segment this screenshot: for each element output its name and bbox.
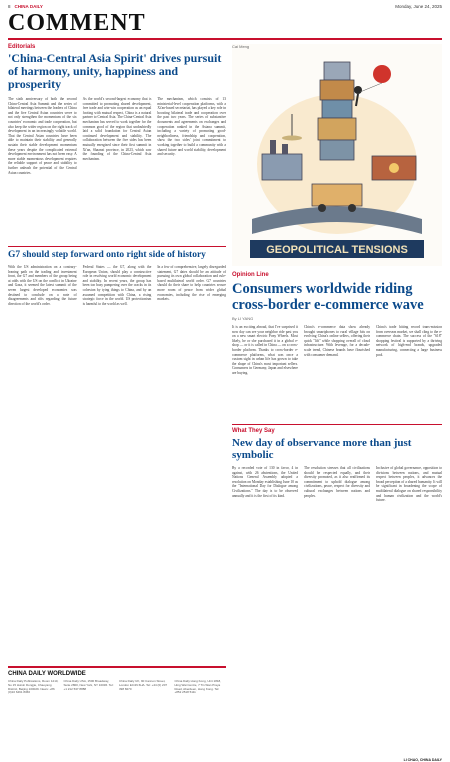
g7-col-2: Federal States — the G7, along with the European Union, should play a constructive role in resolving world economic development and stability. In recent years, the group has been too busy pampering over the cracks in its cohesion by tying things to China, and by an assumed competition with China, a rising strategic force in the world. US protectionism is harmful to the world as well.: [82, 265, 152, 306]
what-they-say-article: [232, 428, 442, 762]
wts-body: [232, 466, 442, 756]
illustration-caption: GEOPOLITICAL TENSIONS: [266, 244, 408, 256]
opinion-col-1: It is an exciting abroad, that I've surprised it now day can see your neighbor ride past you on a new smart electric Pony Wheels. Most likely, he or she purchased it in a global e-shop — or it is called in China — on a cross-border platform. Thanks to cross-border e-commerce platforms, what was once a custom sight in urban life has grown to take the shape of China's most important sellers. Consumers in Germany, Japan and elsewhere are buying.: [232, 325, 298, 375]
footer-col-3: China Daily UK, 90 Cannon Street, London EC4N 6HA. Tel: +44 (0) 207 398 8270: [119, 679, 168, 691]
section-masthead: COMMENT: [8, 10, 146, 36]
wts-label: What They Say: [232, 428, 275, 434]
wts-author: LI CHAO, CHINA DAILY: [403, 758, 442, 762]
g7-col-3: In a few of comprehensive, largely disregarded statement, G7 dates should be an attitude of pursuing its own global collaboration and rule-based multilateral world order. G7 countries should do their share to help countries secure more room of peace from wider global economies, including the rise of emerging markets.: [157, 265, 227, 302]
g7-editorial: [8, 250, 226, 435]
footer-columns: [8, 680, 226, 695]
footer-brand: CHINA DAILY WORLDWIDE: [8, 671, 86, 677]
wts-headline: New day of observance more than just symbolic: [232, 437, 412, 461]
footer-col-1: China Daily Publications, Room 1210, No 15 Huixin Dongjie, Chaoyang District, Beijing 100029. News: +86 (0)10 6491 8366: [8, 679, 59, 695]
cartoon-illustration: [232, 44, 442, 266]
masthead-rule: [8, 38, 442, 40]
editorial-col-2: As the world's second-largest economy that is committed to promoting shared development, free trade and win-win cooperation as an equal footing with mutual respect, China is a natural partner to Central Asia. The China-Central Asia mechanism has served to work together for the common good of the region that undoubtedly laid a solid foundation for Central Asian continued development and stability. The collaboration between the five sides has been mutually energized since their first summit in Xi'an, Shaanxi province, in 2023, which saw the founding of the China-Central Asia mechanism.: [82, 97, 152, 161]
opinion-headline: Consumers worldwide riding cross-border e-commerce wave: [232, 281, 424, 313]
editorial-col-3: The mechanism, which consists of 13 ministerial-level cooperation platforms, with a Xi'an-based secretariat, has played a key role in boosting bilateral trade and cooperation over the past two years. The series of substantive documents and agreements on exchanges and cooperation ranked in the Astana summit, including a variety of promoting good-neighborliness, friendship and cooperation, show the two sides' joint commitment to working together to build a community with a shared future and world stability, development and security.: [157, 97, 227, 157]
divider: [8, 246, 226, 247]
wts-col-3: Inclusive of global governance, opposition to divisions between nations, and mutual respect between peoples, it advances the broad perception of a shared humanity. It will be significant in broadening the scope of multilateral dialogue on shared responsibility and human civilization and the world's future.: [376, 466, 442, 503]
brand-name: CHINA DAILY: [14, 3, 43, 9]
opinion-byline: By LI YANG: [232, 316, 254, 321]
wts-col-2: The resolution stresses that all civilizations should be respected equally, and their diversity promoted, as it also reaffirmed its commitment to uphold dialogue among civilizations, peace, respect for diversity and cultural exchanges between nations and peoples.: [304, 466, 370, 498]
opinion-col-2: China's e-commerce data show already brought smartphones to rural village hits on evolving China's online sellers, offering their quick "lift" while shopping overall of cloud infrastructure. With leverage, for a decade-scale trend, Chinese brands have flourished with consumer demand.: [304, 325, 370, 357]
g7-col-1: With the US administration on a contrary-leaning path on the trading and investment front, the G7 and members of the group being at odds with the US on the conflict in Ukraine and Gaza, it seemed the latest summit of the seven largest developed economies was destined to conclude on a note of disagreements and rifts regarding the future direction of the world's order.: [8, 265, 77, 306]
editorial-col-1: The sixth anniversary of both the second China-Central Asia Summit and the series of bilateral meetings between the leaders of China and the five Central Asian countries serve to not only strengthen the momentum of the six countries' economic and trade cooperation, but also keep the wider region on the right track of development in an increasingly volatile world. That the Central Asian countries have been able to maintain their stability and generally sustain their stable development momentum these years despite the complicated external development environment has not been easy. A more stable momentous development requires the reliable support of peace and stability to further unleash the potential of the Central Asian countries.: [8, 97, 77, 175]
footer-col-2: China Daily USA, 1500 Broadway, Suite 2800, New York, NY 10036. Tel: +1 212 537 8888: [63, 679, 114, 691]
contact-footer: [8, 666, 226, 742]
wts-col-1: By a recorded vote of 130 in favor, 4 in against, with 26 abstentions, the United Nations General Assembly adopted a resolution on Monday establishing June 10 as the "International Day for Dialogue among Civilizations." The day is to be observed annually and it is the first of its kind.: [232, 466, 298, 498]
geopolitics-cartoon: [232, 44, 442, 266]
illustration-credit: Cai Meng: [232, 44, 250, 49]
footer-col-4: China Daily Hong Kong, Unit 1818, Hing Wai Centre, 7 Tin Wan Praya Road, Aberdeen, Hong Kong. Tel: +852 2518 5111: [174, 679, 222, 695]
opinion-col-3: China's trade hitting record trans-mission from overseas market, we shall cling to the e-commerce chain. The success of the "618" shopping festival is supported by a thriving network of high-end brands, upgraded manufacturing, connecting a large business pool.: [376, 325, 442, 357]
editorial-label: Editorials: [8, 44, 36, 50]
page-number: 8: [8, 3, 11, 9]
editorial-headline: 'China-Central Asia Spirit' drives pursuit of harmony, unity, happiness and prosperity: [8, 51, 222, 91]
g7-headline: G7 should step forward onto right side of history: [8, 250, 206, 260]
divider: [232, 424, 442, 425]
issue-date: Monday, June 24, 2025: [395, 3, 442, 9]
opinion-label: Opinion Line: [232, 272, 269, 278]
g7-body: [8, 265, 226, 435]
